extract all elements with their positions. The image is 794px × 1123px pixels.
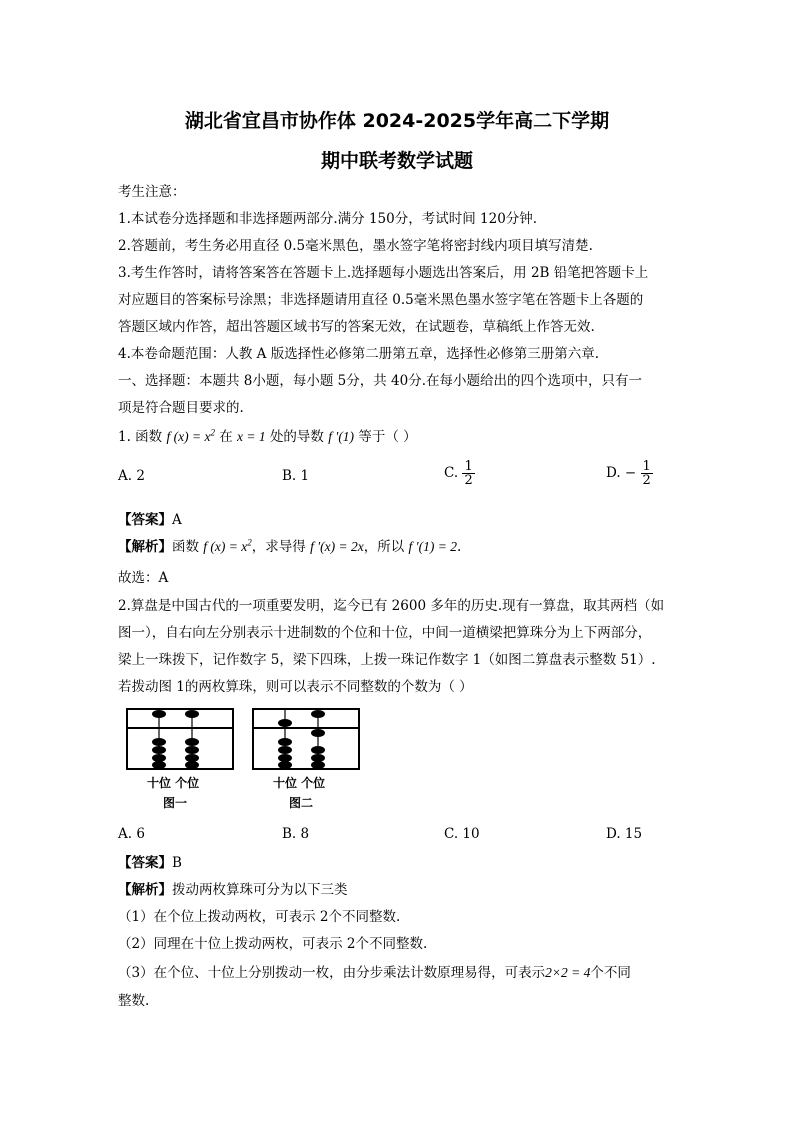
fig1-caption: 图一 — [163, 796, 188, 810]
q1-option-a: A. 2 — [118, 468, 145, 484]
question-2: 2.算盘是中国古代的一项重要发明，迄今已有 2600 多年的历史.现有一算盘，取其两档（如 — [118, 598, 665, 614]
q2-option-b: B. 8 — [282, 826, 310, 842]
q2-explanation-3: （3）在个位、十位上分别拨动一枚，由分步乘法计数原理易得，可表示2×2 = 4个不同 — [118, 965, 631, 981]
notice-3: 3.考生作答时，请将答案答在答题卡上.选择题每小题选出答案后，用 2B 铅笔把答题卡上 — [118, 265, 649, 281]
abacus-figure-1 — [126, 708, 234, 770]
notice-4: 4.本卷命题范围：人教 A 版选择性必修第二册第五章，选择性必修第三册第六章. — [118, 346, 600, 362]
q2-explanation-2: （2）同理在十位上拨动两枚，可表示 2个不同整数. — [118, 936, 428, 952]
fig2-caption: 图二 — [289, 796, 314, 810]
q2-answer: 【答案】B — [118, 855, 182, 871]
q2-explanation-4: 整数. — [118, 993, 150, 1009]
q1-answer: 【答案】A — [118, 512, 182, 528]
q2-option-d: D. 15 — [606, 826, 643, 842]
section-heading: 一、选择题：本题共 8小题，每小题 5分，共 40分.在每小题给出的四个选项中，只有一 — [118, 373, 643, 389]
q1-option-b: B. 1 — [282, 468, 310, 484]
title-line-1: 湖北省宜昌市协作体 2024-2025学年高二下学期 — [184, 110, 610, 132]
question-1: 1. 函数 f $(x) = x^2$ 在 x = 1 处的导数 f ′(1) 等于（ ） — [118, 427, 417, 445]
section-heading-cont: 项是符合题目要求的. — [118, 400, 244, 416]
question-2-cont2: 梁上一珠拨下，记作数字 5，梁下四珠，上拨一珠记作数字 1（如图二算盘表示整数 51）. — [118, 652, 656, 668]
notice-2: 2.答题前，考生务必用直径 0.5毫米黑色，墨水签字笔将密封线内项目填写清楚. — [118, 238, 593, 254]
question-2-cont1: 图一），自右向左分别表示十进制数的个位和十位，中间一道横梁把算珠分为上下两部分， — [118, 625, 652, 641]
q1-choice: 故选：A — [118, 570, 169, 586]
title-line-2: 期中联考数学试题 — [320, 150, 473, 172]
fig1-place-labels: 十位 个位 — [147, 776, 200, 790]
notice-3-cont: 对应题目的答案标号涂黑；非选择题请用直径 0.5毫米黑色墨水签字笔在答题卡上各题的 — [118, 292, 644, 308]
fig2-place-labels: 十位 个位 — [273, 776, 326, 790]
notice-heading: 考生注意： — [118, 184, 186, 200]
q2-explanation: 【解析】拨动两枚算珠可分为以下三类 — [118, 882, 348, 898]
question-2-cont3: 若拨动图 1的两枚算珠，则可以表示不同整数的个数为（ ） — [118, 679, 473, 695]
q2-option-c: C. 10 — [444, 826, 480, 842]
q2-explanation-1: （1）在个位上拨动两枚，可表示 2个不同整数. — [118, 909, 401, 925]
q1-option-c: C. $\frac{1}{2}$ — [444, 459, 473, 488]
abacus-figure-2 — [252, 708, 360, 770]
q1-option-d: D. − $\frac{1}{2}$ — [606, 459, 651, 488]
q1-explanation: 【解析】函数 f $(x) = x^2$，求导得 f ′(x) = 2x，所以 f ′(1) = 2. — [118, 537, 462, 555]
notice-3-cont2: 答题区域内作答，超出答题区域书写的答案无效，在试题卷，草稿纸上作答无效. — [118, 319, 595, 335]
notice-1: 1.本试卷分选择题和非选择题两部分.满分 150分，考试时间 120分钟. — [118, 211, 538, 227]
q2-option-a: A. 6 — [118, 826, 145, 842]
